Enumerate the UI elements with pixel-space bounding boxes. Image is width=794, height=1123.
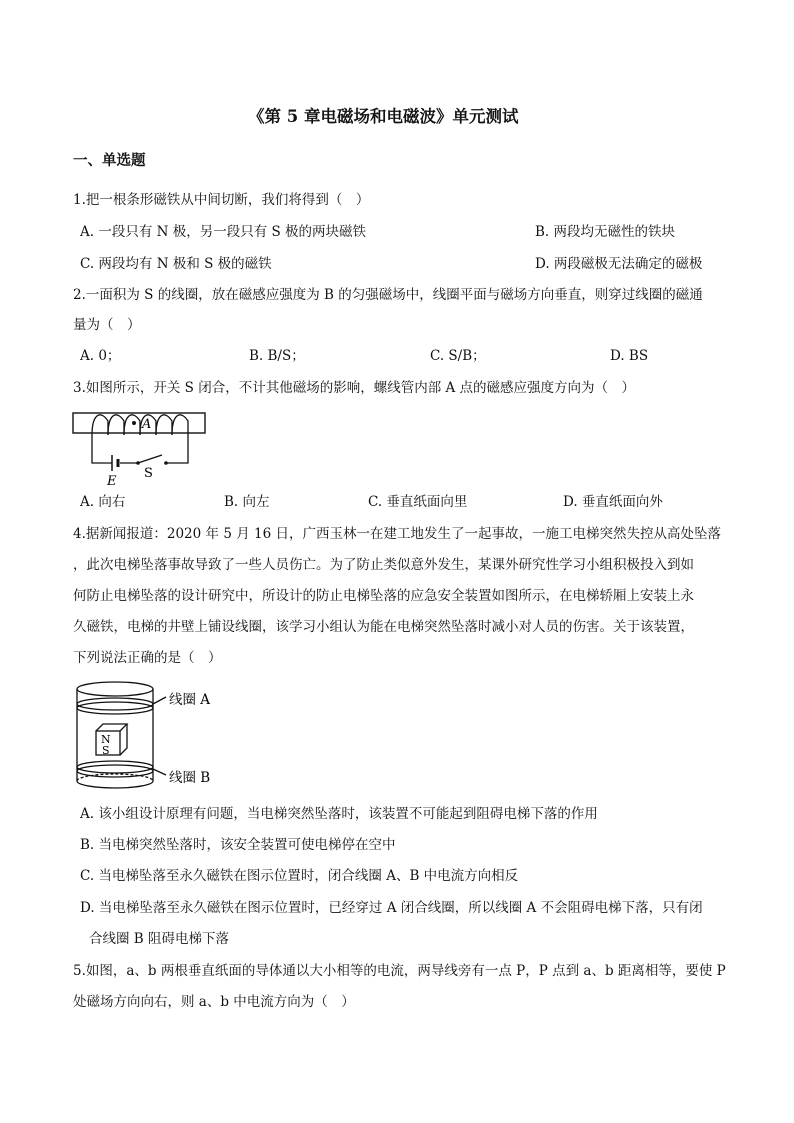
q1-option-a: A. 一段只有 N 极，另一段只有 S 极的两块磁铁	[80, 224, 367, 240]
section-heading: 一、单选题	[73, 152, 146, 169]
magnet-n-label: N	[101, 733, 111, 746]
q4-line-1: 4.据新闻报道：2020 年 5 月 16 日，广西玉林一在建工地发生了一起事故，一施工电梯突然失控从高处坠落	[73, 526, 721, 542]
q4-line-5: 下列说法正确的是（ ）	[73, 650, 222, 666]
solenoid-circuit-figure	[70, 405, 210, 487]
q2-option-a: A. 0；	[80, 348, 121, 364]
q4-option-d-cont: 合线圈 B 阻碍电梯下落	[89, 931, 230, 947]
q1-option-c: C. 两段均有 N 极和 S 极的磁铁	[80, 256, 272, 272]
q4-option-b: B. 当电梯突然坠落时，该安全装置可使电梯停在空中	[80, 837, 396, 853]
q2-option-d: D. BS	[610, 348, 649, 364]
page-title: 《第 5 章电磁场和电磁波》单元测试	[248, 107, 519, 126]
switch-label: S	[144, 466, 153, 481]
q2-stem-line2: 量为（ ）	[73, 317, 141, 333]
q5-line-1: 5.如图，a、b 两根垂直纸面的导体通以大小相等的电流，两导线旁有一点 P，P 点到 a、b 距离相等，要使 P	[73, 963, 726, 979]
q3-stem: 3.如图所示，开关 S 闭合，不计其他磁场的影响，螺线管内部 A 点的磁感应强度方向为（ ）	[73, 380, 636, 396]
q2-option-b: B. B/S；	[249, 348, 305, 364]
q4-option-d: D. 当电梯坠落至永久磁铁在图示位置时，已经穿过 A 闭合线圈，所以线圈 A 不会阻碍电梯下落，只有闭	[80, 900, 703, 916]
coil-b-label: 线圈 B	[169, 770, 211, 786]
q2-stem-line1: 2.一面积为 S 的线圈，放在磁感应强度为 B 的匀强磁场中，线圈平面与磁场方向垂直，则穿过线圈的磁通	[73, 287, 703, 303]
coil-a-label: 线圈 A	[169, 692, 211, 708]
magnet-s-label: S	[102, 744, 110, 757]
q2-option-c: C. S/B；	[430, 348, 486, 364]
q3-option-d: D. 垂直纸面向外	[563, 494, 663, 510]
q1-option-b: B. 两段均无磁性的铁块	[535, 224, 676, 240]
elevator-coil-figure	[70, 677, 240, 793]
q3-option-a: A. 向右	[80, 494, 126, 510]
q5-line-2: 处磁场方向向右，则 a、b 中电流方向为（ ）	[73, 994, 355, 1010]
battery-label: E	[107, 474, 117, 487]
q3-option-b: B. 向左	[224, 494, 270, 510]
point-a-label: A	[142, 417, 152, 432]
q1-option-d: D. 两段磁极无法确定的磁极	[535, 256, 703, 272]
q1-stem: 1.把一根条形磁铁从中间切断，我们将得到（ ）	[73, 192, 370, 208]
q4-line-2: ，此次电梯坠落事故导致了一些人员伤亡。为了防止类似意外发生，某课外研究性学习小组积极投入到如	[73, 557, 694, 573]
q4-line-4: 久磁铁，电梯的井壁上铺设线圈，该学习小组认为能在电梯突然坠落时减小对人员的伤害。关于该装置，	[73, 619, 694, 635]
q3-option-c: C. 垂直纸面向里	[368, 494, 468, 510]
q4-option-c: C. 当电梯坠落至永久磁铁在图示位置时，闭合线圈 A、B 中电流方向相反	[80, 868, 519, 884]
q4-line-3: 何防止电梯坠落的设计研究中，所设计的防止电梯坠落的应急安全装置如图所示，在电梯轿厢上安装上永	[73, 588, 694, 604]
q4-option-a: A. 该小组设计原理有问题，当电梯突然坠落时，该装置不可能起到阻碍电梯下落的作用	[80, 806, 598, 822]
